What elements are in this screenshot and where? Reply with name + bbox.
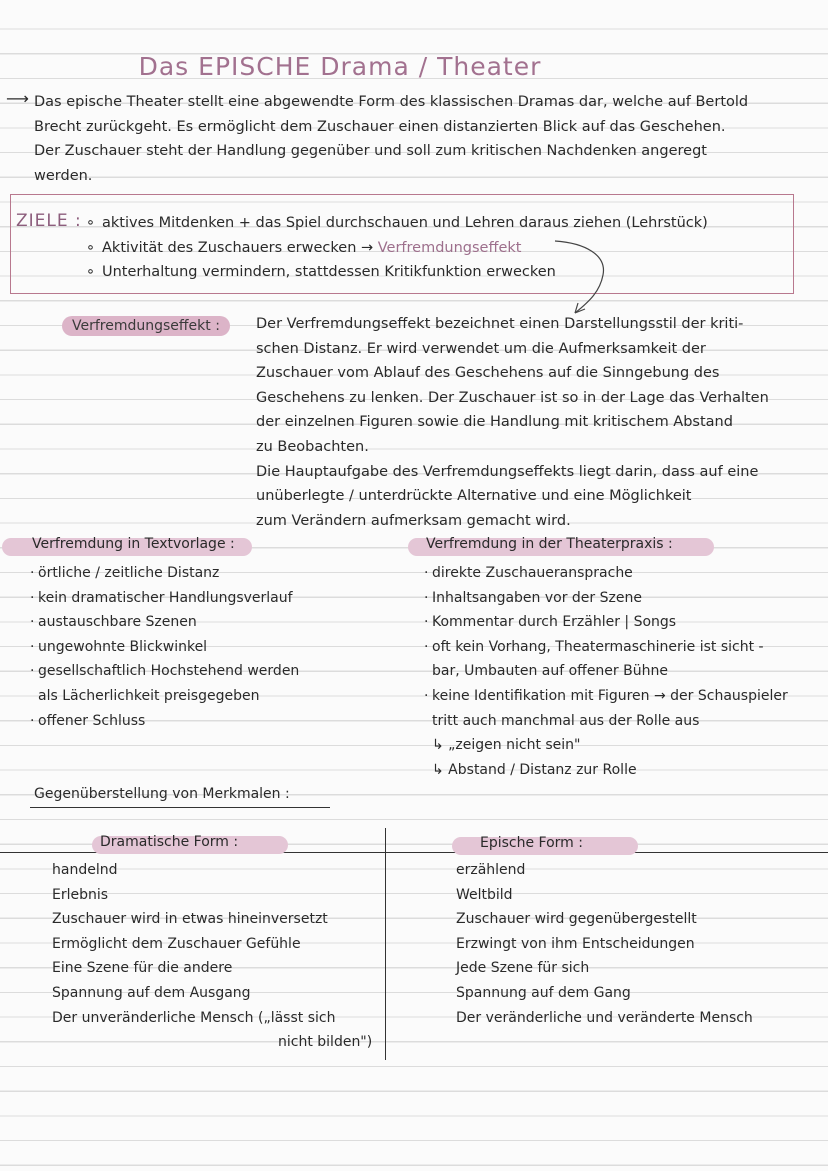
list-item: ∘ Unterhaltung vermindern, stattdessen Kritikfunktion erwecken	[86, 260, 708, 285]
text-line: Zuschauer vom Ablauf des Geschehens auf die Sinngebung des	[256, 365, 720, 382]
verfremdungseffekt-link: Verfremdungseffekt	[377, 239, 522, 256]
bullet-icon: ∘	[86, 215, 96, 231]
list-item: · direkte Zuschaueransprache	[424, 561, 824, 586]
bullet-icon: ·	[424, 589, 429, 606]
verfremdungseffekt-label: Verfremdungseffekt :	[62, 316, 230, 336]
list-item: ∘ aktives Mitdenken + das Spiel durchschauen und Lehren daraus ziehen (Lehrstück)	[86, 211, 708, 236]
bullet-icon: ·	[424, 565, 429, 581]
theaterpraxis-title: Verfremdung in der Theaterpraxis :	[426, 536, 673, 552]
bullet-icon: ·	[30, 712, 35, 729]
list-item: · oft kein Vorhang, Theatermaschinerie ist sicht -	[424, 635, 824, 660]
sub-list-item: ↳ Abstand / Distanz zur Rolle	[432, 761, 637, 778]
list-item: Zuschauer wird in etwas hineinversetzt	[52, 911, 328, 928]
list-item: Der veränderliche und veränderte Mensch	[456, 1009, 753, 1026]
list-item: erzählend	[456, 862, 526, 878]
epische-form-list	[456, 858, 816, 1030]
list-item: · keine Identifikation mit Figuren → der Schauspieler	[424, 684, 824, 709]
list-item: · Inhaltsangaben vor der Szene	[424, 586, 824, 611]
list-item: Zuschauer wird gegenübergestellt	[456, 911, 697, 928]
bullet-icon: ·	[30, 663, 35, 680]
intro-arrow-icon: ⟶	[6, 89, 29, 108]
list-item: Spannung auf dem Gang	[456, 984, 631, 1001]
list-item: als Lächerlichkeit preisgegeben	[38, 687, 260, 704]
textvorlage-list	[30, 561, 390, 733]
theaterpraxis-list	[424, 561, 824, 782]
list-item: ∘ Aktivität des Zuschauers erwecken → Verfremdungseffekt	[86, 236, 708, 261]
table-divider-vertical	[385, 828, 386, 1060]
page-title: Das EPISCHE Drama / Theater	[138, 52, 542, 81]
text-line: Der Verfremdungseffekt bezeichnet einen Darstellungsstil der kriti-	[256, 316, 744, 332]
list-item: · örtliche / zeitliche Distanz	[30, 561, 390, 586]
list-item: Der unveränderliche Mensch („lässt sich	[52, 1009, 336, 1026]
bullet-icon: ·	[30, 614, 35, 631]
list-item: · gesellschaftlich Hochstehend werden	[30, 659, 390, 684]
textvorlage-title: Verfremdung in Textvorlage :	[32, 536, 235, 552]
bullet-icon: ·	[424, 638, 429, 655]
list-item: Weltbild	[456, 886, 513, 903]
list-item: handelnd	[52, 862, 118, 878]
text-line: schen Distanz. Er wird verwendet um die Aufmerksamkeit der	[256, 340, 706, 357]
bullet-icon: ∘	[86, 264, 96, 281]
heading-underline	[30, 807, 330, 808]
intro-line: Der Zuschauer steht der Handlung gegenüber und soll zum kritischen Nachdenken angeregt	[34, 143, 707, 160]
intro-line: werden.	[34, 167, 93, 184]
list-item: Erzwingt von ihm Entscheidungen	[456, 935, 695, 952]
list-item: · offener Schluss	[30, 709, 390, 734]
list-item: bar, Umbauten auf offener Bühne	[432, 663, 668, 680]
list-item: · ungewohnte Blickwinkel	[30, 635, 390, 660]
list-item: tritt auch manchmal aus der Rolle aus	[432, 712, 700, 729]
list-item: Ermöglicht dem Zuschauer Gefühle	[52, 935, 301, 952]
list-item: Spannung auf dem Ausgang	[52, 984, 251, 1001]
dramatische-form-title: Dramatische Form :	[100, 834, 239, 850]
list-item: · kein dramatischer Handlungsverlauf	[30, 586, 390, 611]
intro-paragraph	[34, 90, 814, 188]
bullet-icon: ·	[424, 614, 429, 631]
text-line: zum Verändern aufmerksam gemacht wird.	[256, 512, 571, 529]
verfremdungseffekt-text	[256, 312, 816, 533]
bullet-icon: ·	[30, 565, 35, 581]
epische-form-title: Epische Form :	[480, 835, 583, 851]
intro-line: Brecht zurückgeht. Es ermöglicht dem Zuschauer einen distanzierten Blick auf das Geschehen.	[34, 118, 726, 135]
gegenueberstellung-heading: Gegenüberstellung von Merkmalen :	[34, 786, 290, 802]
bullet-icon: ·	[30, 638, 35, 655]
curved-arrow-icon	[545, 233, 615, 323]
list-item: · austauschbare Szenen	[30, 610, 390, 635]
dramatische-form-list	[52, 858, 372, 1055]
text-line: unüberlegte / unterdrückte Alternative und eine Möglichkeit	[256, 488, 692, 505]
bullet-icon: ·	[30, 589, 35, 606]
bullet-icon: ·	[424, 687, 429, 704]
text-line: Die Hauptaufgabe des Verfremdungseffekts liegt darin, dass auf eine	[256, 463, 759, 480]
list-item: Erlebnis	[52, 886, 109, 903]
intro-line: Das epische Theater stellt eine abgewendte Form des klassischen Dramas dar, welche auf Bertold	[34, 94, 749, 110]
list-item: · Kommentar durch Erzähler | Songs	[424, 610, 824, 635]
text-line: zu Beobachten.	[256, 438, 369, 455]
list-item: nicht bilden")	[278, 1034, 373, 1051]
bullet-icon: ∘	[86, 239, 96, 256]
sub-list-item: ↳ „zeigen nicht sein"	[432, 737, 581, 754]
text-line: der einzelnen Figuren sowie die Handlung mit kritischem Abstand	[256, 414, 733, 431]
list-item: Jede Szene für sich	[456, 960, 590, 977]
ziele-label: ZIELE :	[16, 211, 82, 231]
text-line: Geschehens zu lenken. Der Zuschauer ist so in der Lage das Verhalten	[256, 389, 769, 406]
list-item: Eine Szene für die andere	[52, 960, 233, 977]
